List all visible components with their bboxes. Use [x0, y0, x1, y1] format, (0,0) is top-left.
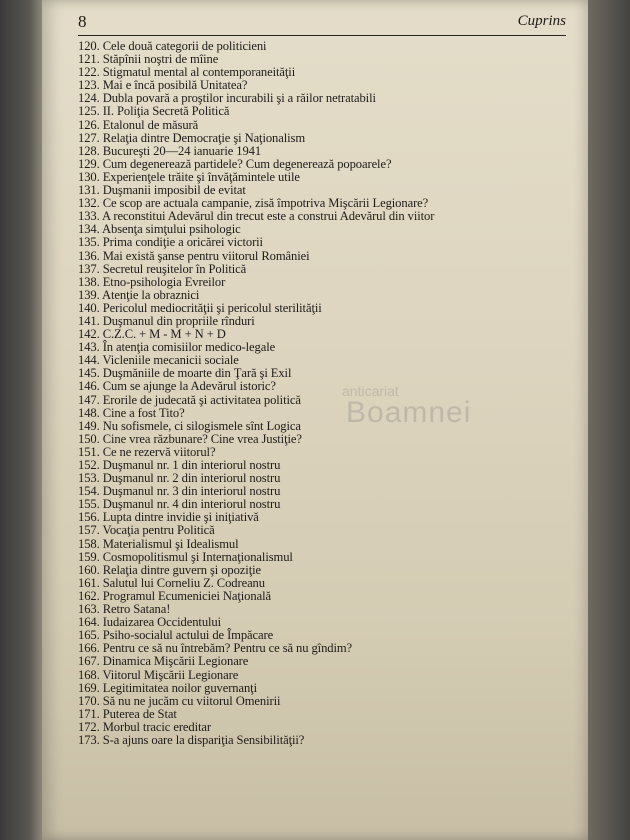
toc-entry-title: Etalonul de măsură: [102, 117, 199, 132]
toc-entry-title: Stigmatul mental al contemporaneităţii: [102, 65, 296, 80]
toc-entry-number: 166.: [78, 641, 100, 656]
toc-entry-number: 141.: [78, 313, 100, 328]
toc-entry-number: 139.: [78, 287, 100, 302]
toc-entry-title: C.Z.C. + M - M + N + D: [102, 327, 226, 342]
book-page: [42, 0, 588, 840]
toc-entry-title: Stăpînii noştri de mîine: [102, 52, 219, 67]
toc-entry-number: 145.: [78, 366, 100, 381]
toc-entry-title: Duşmanii imposibil de evitat: [102, 183, 246, 198]
toc-entry-title: Absenţa simţului psihologic: [102, 222, 241, 237]
toc-entry-number: 132.: [78, 196, 100, 211]
toc-entry-number: 160.: [78, 562, 100, 577]
toc-entry-title: Relaţia dintre Democraţie şi Naţionalism: [102, 130, 306, 145]
toc-entry-number: 164.: [78, 615, 100, 630]
toc-entry-number: 129.: [78, 156, 100, 171]
toc-entry: [78, 734, 434, 747]
toc-entry-number: 148.: [78, 405, 100, 420]
toc-entry-number: 144.: [78, 353, 100, 368]
toc-entry-title: Duşmanul nr. 3 din interiorul nostru: [102, 484, 281, 499]
toc-entry-title: II. Poliţia Secretă Politică: [102, 104, 230, 119]
toc-entry-title: Vocaţia pentru Politică: [102, 523, 215, 538]
watermark: [342, 384, 471, 428]
toc-entry-number: 131.: [78, 183, 100, 198]
toc-entry-title: Morbul tracic ereditar: [102, 719, 211, 734]
toc-entry-title: Vicleniile mecanicii sociale: [102, 353, 239, 368]
toc-entry-title: Duşmanul nr. 2 din interiorul nostru: [102, 471, 281, 486]
toc-entry-title: Dinamica Mişcării Legionare: [102, 654, 249, 669]
toc-entry-number: 169.: [78, 680, 100, 695]
toc-entry-title: Duşmanul nr. 1 din interiorul nostru: [102, 458, 281, 472]
toc-entry-title: Ce ne rezervă viitorul?: [102, 444, 216, 459]
toc-entry-number: 124.: [78, 91, 100, 106]
toc-entry-title: Puterea de Stat: [102, 706, 177, 721]
toc-entry-number: 138.: [78, 274, 100, 289]
toc-entry-title: A reconstitui Adevărul din trecut este a construi Adevărul din viitor: [102, 209, 435, 224]
toc-entry-title: Relaţia dintre guvern şi opoziţie: [102, 562, 261, 577]
toc-entry-number: 127.: [78, 130, 100, 145]
toc-entry-title: Atenţie la obraznici: [102, 287, 200, 302]
toc-entry-title: Pericolul mediocrităţii şi pericolul sterilităţii: [102, 300, 322, 315]
toc-entry-number: 146.: [78, 379, 100, 394]
toc-entry-title: Iudaizarea Occidentului: [102, 615, 222, 630]
toc-entry-number: 150.: [78, 431, 100, 446]
toc-entry-title: Erorile de judecată şi activitatea politică: [102, 392, 301, 407]
toc-entry-number: 134.: [78, 222, 100, 237]
toc-entry-number: 130.: [78, 169, 100, 184]
toc-entry-number: 125.: [78, 104, 100, 119]
toc-entry-number: 126.: [78, 117, 100, 132]
toc-entry-number: 142.: [78, 327, 100, 342]
toc-entry-number: 121.: [78, 52, 100, 67]
toc-entry-title: Materialismul şi Idealismul: [102, 536, 239, 551]
toc-entry-title: Dubla povară a proştilor incurabili şi a răilor netratabili: [102, 91, 376, 106]
book-gutter-left: [0, 0, 42, 840]
toc-entry-number: 165.: [78, 628, 100, 643]
toc-entry-number: 158.: [78, 536, 100, 551]
toc-entry-number: 157.: [78, 523, 100, 538]
toc-entry-number: 149.: [78, 418, 100, 433]
toc-entry-title: Bucureşti 20—24 ianuarie 1941: [102, 143, 262, 158]
toc-entry-number: 120.: [78, 39, 100, 53]
toc-entry-title: Etno-psihologia Evreilor: [102, 274, 226, 289]
toc-entry-number: 168.: [78, 667, 100, 682]
book-edge-right: [588, 0, 630, 840]
toc-entry-title: Duşmanul nr. 4 din interiorul nostru: [102, 497, 281, 512]
toc-entry-number: 133.: [78, 209, 100, 224]
toc-entry-title: Experienţele trăite şi învăţămintele utile: [102, 169, 300, 184]
toc-entry-title: Duşmăniile de moarte din Ţară şi Exil: [102, 366, 292, 381]
toc-entry-title: Retro Satana!: [102, 602, 171, 617]
toc-entry-number: 143.: [78, 340, 100, 355]
toc-entry-title: Salutul lui Corneliu Z. Codreanu: [102, 575, 265, 590]
toc-entry-number: 173.: [78, 732, 100, 747]
watermark-logo-text: Boamnei: [346, 396, 472, 429]
toc-entry-number: 156.: [78, 510, 100, 525]
toc-entry-number: 128.: [78, 143, 100, 158]
toc-entry-number: 137.: [78, 261, 100, 276]
toc-entry-title: Cine vrea răzbunare? Cine vrea Justiţie?: [102, 431, 302, 446]
toc-entry-title: Ce scop are actuala campanie, zisă împotriva Mişcării Legionare?: [102, 196, 429, 211]
toc-entry-title: Mai există şanse pentru viitorul României: [102, 248, 310, 263]
page-number: 8: [78, 12, 87, 31]
toc-entry-number: 163.: [78, 602, 100, 617]
toc-entry-title: Cum se ajunge la Adevărul istoric?: [102, 379, 276, 394]
toc-entry-title: Legitimitatea noilor guvernanţi: [102, 680, 257, 695]
toc-entry-title: Cosmopolitismul şi Internaţionalismul: [102, 549, 293, 564]
toc-entry-number: 170.: [78, 693, 100, 708]
toc-entry-number: 151.: [78, 444, 100, 459]
toc-entry-title: Să nu ne jucăm cu viitorul Omenirii: [102, 693, 281, 708]
running-head: Cuprins: [517, 13, 566, 29]
toc-entry-number: 140.: [78, 300, 100, 315]
toc-entry-title: Duşmanul din propriile rînduri: [102, 313, 255, 328]
watermark-top-text: anticariat: [342, 383, 399, 399]
toc-entry-title: Secretul reuşitelor în Politică: [102, 261, 247, 276]
toc-entry-number: 154.: [78, 484, 100, 499]
toc-entry-number: 136.: [78, 248, 100, 263]
toc-entry-title: Nu sofismele, ci silogismele sînt Logica: [102, 418, 301, 433]
toc-entry-title: Prima condiţie a oricărei victorii: [102, 235, 263, 250]
toc-entry-title: Mai e încă posibilă Unitatea?: [102, 78, 248, 93]
header-rule: [78, 35, 566, 36]
toc-entry-number: 152.: [78, 458, 100, 472]
toc-entry-title: Viitorul Mişcării Legionare: [102, 667, 239, 682]
toc-entry-title: În atenţia comisiilor medico-legale: [102, 340, 276, 355]
toc-entry-number: 147.: [78, 392, 100, 407]
toc-entry-number: 171.: [78, 706, 100, 721]
toc-entry-number: 153.: [78, 471, 100, 486]
toc-entry-title: Cele două categorii de politicieni: [102, 39, 267, 53]
toc-entry-number: 135.: [78, 235, 100, 250]
toc-entry-number: 122.: [78, 65, 100, 80]
toc-entry-title: Programul Ecumeniciei Naţională: [102, 588, 271, 603]
toc-entry-title: Lupta dintre invidie şi iniţiativă: [102, 510, 259, 525]
toc-entry-number: 159.: [78, 549, 100, 564]
toc-entry-title: Psiho-socialul actului de Împăcare: [102, 628, 274, 643]
toc-entry-number: 162.: [78, 588, 100, 603]
toc-entry-title: Cum degenerează partidele? Cum degenerează popoarele?: [102, 156, 392, 171]
toc-entry-number: 172.: [78, 719, 100, 734]
toc-entry-title: Cine a fost Tito?: [102, 405, 185, 420]
toc-entry-title: Pentru ce să nu întrebăm? Pentru ce să nu gîndim?: [102, 641, 353, 656]
toc-entry-title: S-a ajuns oare la dispariţia Sensibilităţii?: [102, 732, 305, 747]
toc-entry-number: 123.: [78, 78, 100, 93]
toc-entry-number: 161.: [78, 575, 100, 590]
toc-entry-number: 167.: [78, 654, 100, 669]
toc-entry-number: 155.: [78, 497, 100, 512]
